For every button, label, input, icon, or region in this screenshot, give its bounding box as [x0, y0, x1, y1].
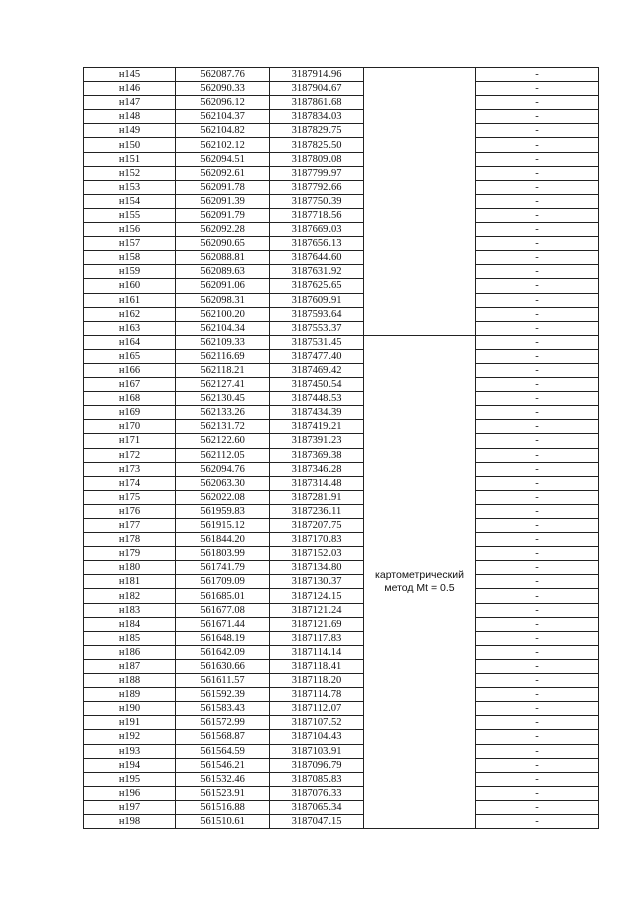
y-coordinate-cell: 3187904.67	[270, 82, 364, 96]
x-coordinate-cell: 562090.65	[176, 237, 270, 251]
y-coordinate-cell: 3187118.41	[270, 659, 364, 673]
x-coordinate-cell: 562096.12	[176, 96, 270, 110]
method-cell-upper	[364, 68, 476, 336]
x-coordinate-cell: 561915.12	[176, 519, 270, 533]
table-row	[84, 293, 599, 307]
x-coordinate-cell: 561532.46	[176, 772, 270, 786]
y-coordinate-cell: 3187834.03	[270, 110, 364, 124]
table-row	[84, 208, 599, 222]
point-number-cell: н163	[84, 321, 176, 335]
coordinates-table	[83, 67, 599, 829]
x-coordinate-cell: 562104.34	[176, 321, 270, 335]
table-row	[84, 631, 599, 645]
accuracy-value-cell: -	[476, 814, 599, 828]
table-row	[84, 772, 599, 786]
accuracy-value-cell: -	[476, 265, 599, 279]
point-number-cell: н191	[84, 716, 176, 730]
point-number-cell: н174	[84, 476, 176, 490]
accuracy-value-cell: -	[476, 110, 599, 124]
y-coordinate-cell: 3187477.40	[270, 349, 364, 363]
x-coordinate-cell: 562102.12	[176, 138, 270, 152]
table-row	[84, 349, 599, 363]
x-coordinate-cell: 562098.31	[176, 293, 270, 307]
accuracy-value-cell: -	[476, 617, 599, 631]
point-number-cell: н149	[84, 124, 176, 138]
point-number-cell: н198	[84, 814, 176, 828]
y-coordinate-cell: 3187809.08	[270, 152, 364, 166]
y-coordinate-cell: 3187644.60	[270, 251, 364, 265]
table-row	[84, 561, 599, 575]
table-row	[84, 82, 599, 96]
x-coordinate-cell: 562122.60	[176, 434, 270, 448]
accuracy-value-cell: -	[476, 504, 599, 518]
x-coordinate-cell: 561741.79	[176, 561, 270, 575]
accuracy-value-cell: -	[476, 533, 599, 547]
accuracy-value-cell: -	[476, 321, 599, 335]
x-coordinate-cell: 561677.08	[176, 603, 270, 617]
x-coordinate-cell: 562087.76	[176, 68, 270, 82]
y-coordinate-cell: 3187065.34	[270, 800, 364, 814]
table-row	[84, 265, 599, 279]
table-row	[84, 589, 599, 603]
table-row	[84, 279, 599, 293]
x-coordinate-cell: 561510.61	[176, 814, 270, 828]
point-number-cell: н158	[84, 251, 176, 265]
table-row	[84, 659, 599, 673]
point-number-cell: н169	[84, 406, 176, 420]
y-coordinate-cell: 3187236.11	[270, 504, 364, 518]
point-number-cell: н160	[84, 279, 176, 293]
table-row	[84, 786, 599, 800]
point-number-cell: н197	[84, 800, 176, 814]
point-number-cell: н145	[84, 68, 176, 82]
accuracy-value-cell: -	[476, 392, 599, 406]
point-number-cell: н166	[84, 363, 176, 377]
coordinates-table-container	[83, 67, 599, 829]
table-row	[84, 504, 599, 518]
table-row	[84, 335, 599, 349]
point-number-cell: н148	[84, 110, 176, 124]
point-number-cell: н179	[84, 547, 176, 561]
point-number-cell: н172	[84, 448, 176, 462]
x-coordinate-cell: 561523.91	[176, 786, 270, 800]
method-name: картометрический	[375, 568, 464, 581]
y-coordinate-cell: 3187718.56	[270, 208, 364, 222]
table-row	[84, 223, 599, 237]
accuracy-value-cell: -	[476, 462, 599, 476]
point-number-cell: н167	[84, 378, 176, 392]
accuracy-value-cell: -	[476, 519, 599, 533]
point-number-cell: н186	[84, 645, 176, 659]
table-row	[84, 166, 599, 180]
accuracy-value-cell: -	[476, 688, 599, 702]
table-row	[84, 617, 599, 631]
accuracy-value-cell: -	[476, 674, 599, 688]
table-row	[84, 194, 599, 208]
accuracy-value-cell: -	[476, 772, 599, 786]
table-row	[84, 124, 599, 138]
x-coordinate-cell: 561642.09	[176, 645, 270, 659]
y-coordinate-cell: 3187112.07	[270, 702, 364, 716]
table-row	[84, 434, 599, 448]
x-coordinate-cell: 562118.21	[176, 363, 270, 377]
accuracy-value-cell: -	[476, 575, 599, 589]
accuracy-value-cell: -	[476, 561, 599, 575]
y-coordinate-cell: 3187829.75	[270, 124, 364, 138]
y-coordinate-cell: 3187656.13	[270, 237, 364, 251]
table-row	[84, 378, 599, 392]
accuracy-value-cell: -	[476, 96, 599, 110]
point-number-cell: н178	[84, 533, 176, 547]
y-coordinate-cell: 3187631.92	[270, 265, 364, 279]
point-number-cell: н161	[84, 293, 176, 307]
x-coordinate-cell: 562089.63	[176, 265, 270, 279]
point-number-cell: н147	[84, 96, 176, 110]
accuracy-value-cell: -	[476, 448, 599, 462]
y-coordinate-cell: 3187281.91	[270, 490, 364, 504]
y-coordinate-cell: 3187047.15	[270, 814, 364, 828]
table-row	[84, 645, 599, 659]
point-number-cell: н159	[84, 265, 176, 279]
point-number-cell: н150	[84, 138, 176, 152]
x-coordinate-cell: 561709.09	[176, 575, 270, 589]
y-coordinate-cell: 3187750.39	[270, 194, 364, 208]
point-number-cell: н183	[84, 603, 176, 617]
table-row	[84, 363, 599, 377]
y-coordinate-cell: 3187103.91	[270, 744, 364, 758]
x-coordinate-cell: 561546.21	[176, 758, 270, 772]
x-coordinate-cell: 562063.30	[176, 476, 270, 490]
x-coordinate-cell: 561611.57	[176, 674, 270, 688]
accuracy-value-cell: -	[476, 659, 599, 673]
accuracy-value-cell: -	[476, 152, 599, 166]
x-coordinate-cell: 562112.05	[176, 448, 270, 462]
table-row	[84, 251, 599, 265]
point-number-cell: н196	[84, 786, 176, 800]
x-coordinate-cell: 562104.37	[176, 110, 270, 124]
point-number-cell: н175	[84, 490, 176, 504]
accuracy-value-cell: -	[476, 800, 599, 814]
point-number-cell: н177	[84, 519, 176, 533]
point-number-cell: н165	[84, 349, 176, 363]
accuracy-value-cell: -	[476, 434, 599, 448]
method-cell	[364, 335, 476, 828]
point-number-cell: н187	[84, 659, 176, 673]
point-number-cell: н184	[84, 617, 176, 631]
y-coordinate-cell: 3187792.66	[270, 180, 364, 194]
table-row	[84, 744, 599, 758]
y-coordinate-cell: 3187825.50	[270, 138, 364, 152]
table-row	[84, 448, 599, 462]
x-coordinate-cell: 561572.99	[176, 716, 270, 730]
accuracy-value-cell: -	[476, 251, 599, 265]
x-coordinate-cell: 561803.99	[176, 547, 270, 561]
accuracy-value-cell: -	[476, 166, 599, 180]
accuracy-value-cell: -	[476, 730, 599, 744]
point-number-cell: н182	[84, 589, 176, 603]
y-coordinate-cell: 3187130.37	[270, 575, 364, 589]
accuracy-value-cell: -	[476, 279, 599, 293]
x-coordinate-cell: 562127.41	[176, 378, 270, 392]
y-coordinate-cell: 3187121.24	[270, 603, 364, 617]
point-number-cell: н194	[84, 758, 176, 772]
point-number-cell: н173	[84, 462, 176, 476]
point-number-cell: н146	[84, 82, 176, 96]
accuracy-value-cell: -	[476, 307, 599, 321]
y-coordinate-cell: 3187419.21	[270, 420, 364, 434]
table-row	[84, 758, 599, 772]
point-number-cell: н170	[84, 420, 176, 434]
accuracy-value-cell: -	[476, 645, 599, 659]
x-coordinate-cell: 562131.72	[176, 420, 270, 434]
y-coordinate-cell: 3187107.52	[270, 716, 364, 730]
accuracy-value-cell: -	[476, 138, 599, 152]
x-coordinate-cell: 561648.19	[176, 631, 270, 645]
table-row	[84, 180, 599, 194]
x-coordinate-cell: 561583.43	[176, 702, 270, 716]
accuracy-value-cell: -	[476, 293, 599, 307]
y-coordinate-cell: 3187861.68	[270, 96, 364, 110]
x-coordinate-cell: 562091.79	[176, 208, 270, 222]
table-row	[84, 519, 599, 533]
table-row	[84, 138, 599, 152]
table-row	[84, 476, 599, 490]
point-number-cell: н192	[84, 730, 176, 744]
y-coordinate-cell: 3187114.14	[270, 645, 364, 659]
y-coordinate-cell: 3187170.83	[270, 533, 364, 547]
x-coordinate-cell: 562092.28	[176, 223, 270, 237]
table-row	[84, 730, 599, 744]
x-coordinate-cell: 562094.51	[176, 152, 270, 166]
y-coordinate-cell: 3187314.48	[270, 476, 364, 490]
table-row	[84, 110, 599, 124]
coordinates-table-body	[84, 68, 599, 829]
y-coordinate-cell: 3187434.39	[270, 406, 364, 420]
accuracy-value-cell: -	[476, 363, 599, 377]
y-coordinate-cell: 3187114.78	[270, 688, 364, 702]
point-number-cell: н189	[84, 688, 176, 702]
accuracy-value-cell: -	[476, 237, 599, 251]
y-coordinate-cell: 3187609.91	[270, 293, 364, 307]
y-coordinate-cell: 3187553.37	[270, 321, 364, 335]
y-coordinate-cell: 3187369.38	[270, 448, 364, 462]
y-coordinate-cell: 3187207.75	[270, 519, 364, 533]
y-coordinate-cell: 3187152.03	[270, 547, 364, 561]
x-coordinate-cell: 562094.76	[176, 462, 270, 476]
accuracy-value-cell: -	[476, 335, 599, 349]
table-row	[84, 420, 599, 434]
point-number-cell: н157	[84, 237, 176, 251]
point-number-cell: н195	[84, 772, 176, 786]
y-coordinate-cell: 3187450.54	[270, 378, 364, 392]
x-coordinate-cell: 561516.88	[176, 800, 270, 814]
x-coordinate-cell: 561685.01	[176, 589, 270, 603]
table-row	[84, 716, 599, 730]
accuracy-value-cell: -	[476, 406, 599, 420]
point-number-cell: н190	[84, 702, 176, 716]
table-row	[84, 603, 599, 617]
x-coordinate-cell: 562116.69	[176, 349, 270, 363]
accuracy-value-cell: -	[476, 490, 599, 504]
y-coordinate-cell: 3187469.42	[270, 363, 364, 377]
y-coordinate-cell: 3187076.33	[270, 786, 364, 800]
table-row	[84, 814, 599, 828]
x-coordinate-cell: 561592.39	[176, 688, 270, 702]
point-number-cell: н185	[84, 631, 176, 645]
point-number-cell: н162	[84, 307, 176, 321]
table-row	[84, 406, 599, 420]
accuracy-value-cell: -	[476, 420, 599, 434]
y-coordinate-cell: 3187124.15	[270, 589, 364, 603]
x-coordinate-cell: 562091.78	[176, 180, 270, 194]
point-number-cell: н155	[84, 208, 176, 222]
x-coordinate-cell: 562092.61	[176, 166, 270, 180]
table-row	[84, 321, 599, 335]
table-row	[84, 547, 599, 561]
point-number-cell: н188	[84, 674, 176, 688]
point-number-cell: н153	[84, 180, 176, 194]
point-number-cell: н154	[84, 194, 176, 208]
accuracy-value-cell: -	[476, 744, 599, 758]
accuracy-value-cell: -	[476, 702, 599, 716]
y-coordinate-cell: 3187914.96	[270, 68, 364, 82]
point-number-cell: н164	[84, 335, 176, 349]
x-coordinate-cell: 561844.20	[176, 533, 270, 547]
point-number-cell: н152	[84, 166, 176, 180]
x-coordinate-cell: 562091.06	[176, 279, 270, 293]
x-coordinate-cell: 562130.45	[176, 392, 270, 406]
table-row	[84, 96, 599, 110]
accuracy-value-cell: -	[476, 476, 599, 490]
y-coordinate-cell: 3187346.28	[270, 462, 364, 476]
accuracy-value-cell: -	[476, 786, 599, 800]
y-coordinate-cell: 3187085.83	[270, 772, 364, 786]
table-row	[84, 462, 599, 476]
y-coordinate-cell: 3187117.83	[270, 631, 364, 645]
table-row	[84, 152, 599, 166]
accuracy-value-cell: -	[476, 716, 599, 730]
accuracy-value-cell: -	[476, 82, 599, 96]
table-row	[84, 68, 599, 82]
table-row	[84, 307, 599, 321]
x-coordinate-cell: 561564.59	[176, 744, 270, 758]
table-row	[84, 688, 599, 702]
x-coordinate-cell: 562104.82	[176, 124, 270, 138]
y-coordinate-cell: 3187391.23	[270, 434, 364, 448]
point-number-cell: н168	[84, 392, 176, 406]
point-number-cell: н156	[84, 223, 176, 237]
x-coordinate-cell: 562109.33	[176, 335, 270, 349]
x-coordinate-cell: 562091.39	[176, 194, 270, 208]
table-row	[84, 490, 599, 504]
y-coordinate-cell: 3187799.97	[270, 166, 364, 180]
method-accuracy: метод Mt = 0.5	[384, 581, 455, 594]
table-row	[84, 575, 599, 589]
x-coordinate-cell: 561671.44	[176, 617, 270, 631]
x-coordinate-cell: 562088.81	[176, 251, 270, 265]
point-number-cell: н193	[84, 744, 176, 758]
point-number-cell: н176	[84, 504, 176, 518]
x-coordinate-cell: 562090.33	[176, 82, 270, 96]
y-coordinate-cell: 3187118.20	[270, 674, 364, 688]
accuracy-value-cell: -	[476, 603, 599, 617]
y-coordinate-cell: 3187121.69	[270, 617, 364, 631]
table-row	[84, 533, 599, 547]
accuracy-value-cell: -	[476, 547, 599, 561]
y-coordinate-cell: 3187096.79	[270, 758, 364, 772]
accuracy-value-cell: -	[476, 758, 599, 772]
accuracy-value-cell: -	[476, 589, 599, 603]
table-row	[84, 800, 599, 814]
x-coordinate-cell: 561568.87	[176, 730, 270, 744]
x-coordinate-cell: 562133.26	[176, 406, 270, 420]
accuracy-value-cell: -	[476, 124, 599, 138]
y-coordinate-cell: 3187448.53	[270, 392, 364, 406]
accuracy-value-cell: -	[476, 194, 599, 208]
y-coordinate-cell: 3187104.43	[270, 730, 364, 744]
y-coordinate-cell: 3187625.65	[270, 279, 364, 293]
point-number-cell: н171	[84, 434, 176, 448]
point-number-cell: н180	[84, 561, 176, 575]
x-coordinate-cell: 561630.66	[176, 659, 270, 673]
accuracy-value-cell: -	[476, 180, 599, 194]
x-coordinate-cell: 562100.20	[176, 307, 270, 321]
x-coordinate-cell: 562022.08	[176, 490, 270, 504]
y-coordinate-cell: 3187593.64	[270, 307, 364, 321]
x-coordinate-cell: 561959.83	[176, 504, 270, 518]
table-row	[84, 237, 599, 251]
y-coordinate-cell: 3187134.80	[270, 561, 364, 575]
accuracy-value-cell: -	[476, 378, 599, 392]
point-number-cell: н181	[84, 575, 176, 589]
table-row	[84, 674, 599, 688]
accuracy-value-cell: -	[476, 349, 599, 363]
y-coordinate-cell: 3187531.45	[270, 335, 364, 349]
accuracy-value-cell: -	[476, 631, 599, 645]
accuracy-value-cell: -	[476, 68, 599, 82]
y-coordinate-cell: 3187669.03	[270, 223, 364, 237]
table-row	[84, 392, 599, 406]
accuracy-value-cell: -	[476, 208, 599, 222]
accuracy-value-cell: -	[476, 223, 599, 237]
table-row	[84, 702, 599, 716]
point-number-cell: н151	[84, 152, 176, 166]
